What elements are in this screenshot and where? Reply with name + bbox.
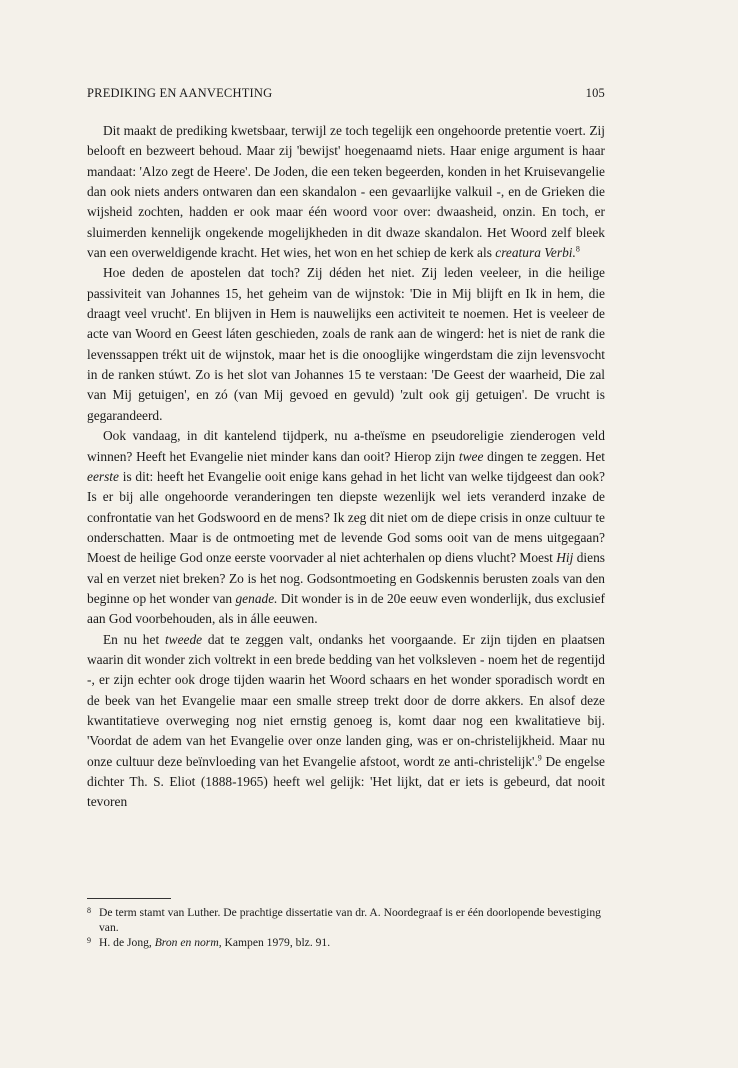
- paragraph-1-text: Dit maakt de prediking kwetsbaar, terwijl ze toch tegelijk een ongehoorde pretentie voert. Zij belooft en bezweert behoud. Maar zij 'bewijst' hoegenaamd niets. Haar enige argument is haar mandaat: 'Alzo zegt de Heere'. De Joden, die een teken begeerden, konden in het Kruisevangelie dan ook niets anders ontwaren dan een skandalon - een gevaarlijke valkuil -, en de Grieken die wijsheid zochten, hadden er ook maar één woord voor over: dwaasheid, onzin. En toch, er sluimerden kennelijk ongekende mogelijkheden in dit dwaze skandalon. Het Woord zelf bleek van een overweldigende kracht. Het wies, het won en het schiep de kerk als: [87, 123, 605, 261]
- footnote-9: [87, 935, 605, 950]
- footnote-number: 9: [87, 936, 91, 945]
- paragraph-3-italic-genade: genade.: [235, 590, 278, 606]
- paragraph-3-italic-twee: twee: [458, 448, 484, 464]
- paragraph-3-italic-hij: Hij: [556, 550, 574, 566]
- footnote-divider: [87, 898, 171, 899]
- paragraph-3-text-a: Ook vandaag, in dit kantelend tijdperk, nu a-theïsme en pseudoreligie zienderogen veld winnen? Heeft het Evangelie niet minder kans dan ooit? Hierop zijn: [87, 428, 605, 464]
- paragraph-3-text-d: diens val en verzet niet breken? Zo is het nog. Godsontmoeting en Godskennis berusten zoals van den beginne op het wonder van: [87, 550, 606, 606]
- paragraph-4-text-a: En nu het: [103, 631, 165, 647]
- paragraph-3-text-c: is dit: heeft het Evangelie ooit enige kans gehad in het licht van welke tijdgeest dan ook? Is er bij alle ongehoorde veranderingen ten diepste wezenlijk wel iets veranderd inzake de confrontatie van het Godswoord en de mens? Ik zeg dit niet om de diepe crisis in onze cultuur te onderschatten. Maar is de ontmoeting met de levende God soms ooit van de mens uitgegaan? Moest de heilige God onze eerste voorvader al niet achterhalen op diens vlucht? Moest: [87, 468, 605, 566]
- paragraph-3-italic-eerste: eerste: [87, 468, 119, 484]
- footnotes: [87, 905, 605, 950]
- page-number: 105: [585, 86, 605, 100]
- paragraph-2: Hoe deden de apostelen dat toch? Zij déden het niet. Zij leden veeleer, in die heilige passiviteit van Johannes 15, het geheim van de wijnstok: 'Die in Mij blijft en Ik in hem, die draagt veel vrucht'. En blijven in Hem is nauwelijks een activiteit te noemen. Het is veeleer de acte van Woord en Geest láten geschieden, zoals de rank aan de wingerd: het is niet de rank die levenssappen trékt uit de wijnstok, maar het is die onooglijke wingerdstam die zijn levensvocht in de ranken stúwt. Zo is het slot van Johannes 15 te verstaan: 'De Geest der waarheid, Die zal van Mij getuigen', en zó (van Mij gevoed en gevuld) 'zult ook gij getuigen'. De vrucht is gegarandeerd.: [87, 265, 605, 423]
- paragraph-3-text-e: Dit wonder is in de 20e eeuw even wonderlijk, dus exclusief aan God voorbehouden, als in álle eeuwen.: [87, 590, 605, 627]
- paragraph-4: [87, 630, 605, 813]
- paragraph-4-text-b: dat te zeggen valt, ondanks het voorgaande. Er zijn tijden en plaatsen waarin dit wonder zich voltrekt in een brede bedding van het volksleven - noem het de regentijd -, er zijn echter ook droge tijden waarin het Woord schaars en het wonder sporadisch wordt en de beek van het Evangelie maar een smalle streep trekt door de dorre akkers. En alsof deze kwantitatieve overweging nog niet ernstig genoeg is, komt daar nog een kwalitatieve bij. 'Voordat de adem van het Evangelie over onze landen ging, was er on-christelijkheid. Maar nu onze cultuur deze beïnvloeding van het Evangelie afstoot, wordt ze anti-christelijk'.: [87, 631, 605, 769]
- footnote-9-imprint: Kampen 1979, blz. 91.: [221, 936, 331, 949]
- footnote-9-author: H. de Jong,: [99, 936, 155, 949]
- paragraph-1-italic: creatura Verbi.: [495, 245, 576, 261]
- footnote-text: De term stamt van Luther. De prachtige dissertatie van dr. A. Noordegraaf is er één doorlopende bevestiging van.: [99, 906, 601, 934]
- footnote-9-title: Bron en norm,: [154, 936, 222, 949]
- footnote-text: [99, 935, 605, 950]
- footnote-ref-8: 8: [575, 244, 580, 254]
- running-title: PREDIKING EN AANVECHTING: [87, 86, 273, 100]
- footnote-ref-9: 9: [537, 753, 542, 763]
- paragraph-3-text-b: dingen te zeggen. Het: [483, 448, 605, 464]
- paragraph-1: [87, 121, 605, 263]
- body-text: [87, 121, 605, 813]
- running-header: [87, 86, 605, 101]
- paragraph-3: [87, 426, 605, 629]
- paragraph-4-text-c: De engelse dichter Th. S. Eliot (1888-1965) heeft wel gelijk: 'Het lijkt, dat er iets is gebeurd, dat nooit tevoren: [87, 753, 605, 810]
- paragraph-4-italic-tweede: tweede: [164, 631, 203, 647]
- footnote-8: [87, 905, 605, 935]
- footnote-number: 8: [87, 906, 91, 915]
